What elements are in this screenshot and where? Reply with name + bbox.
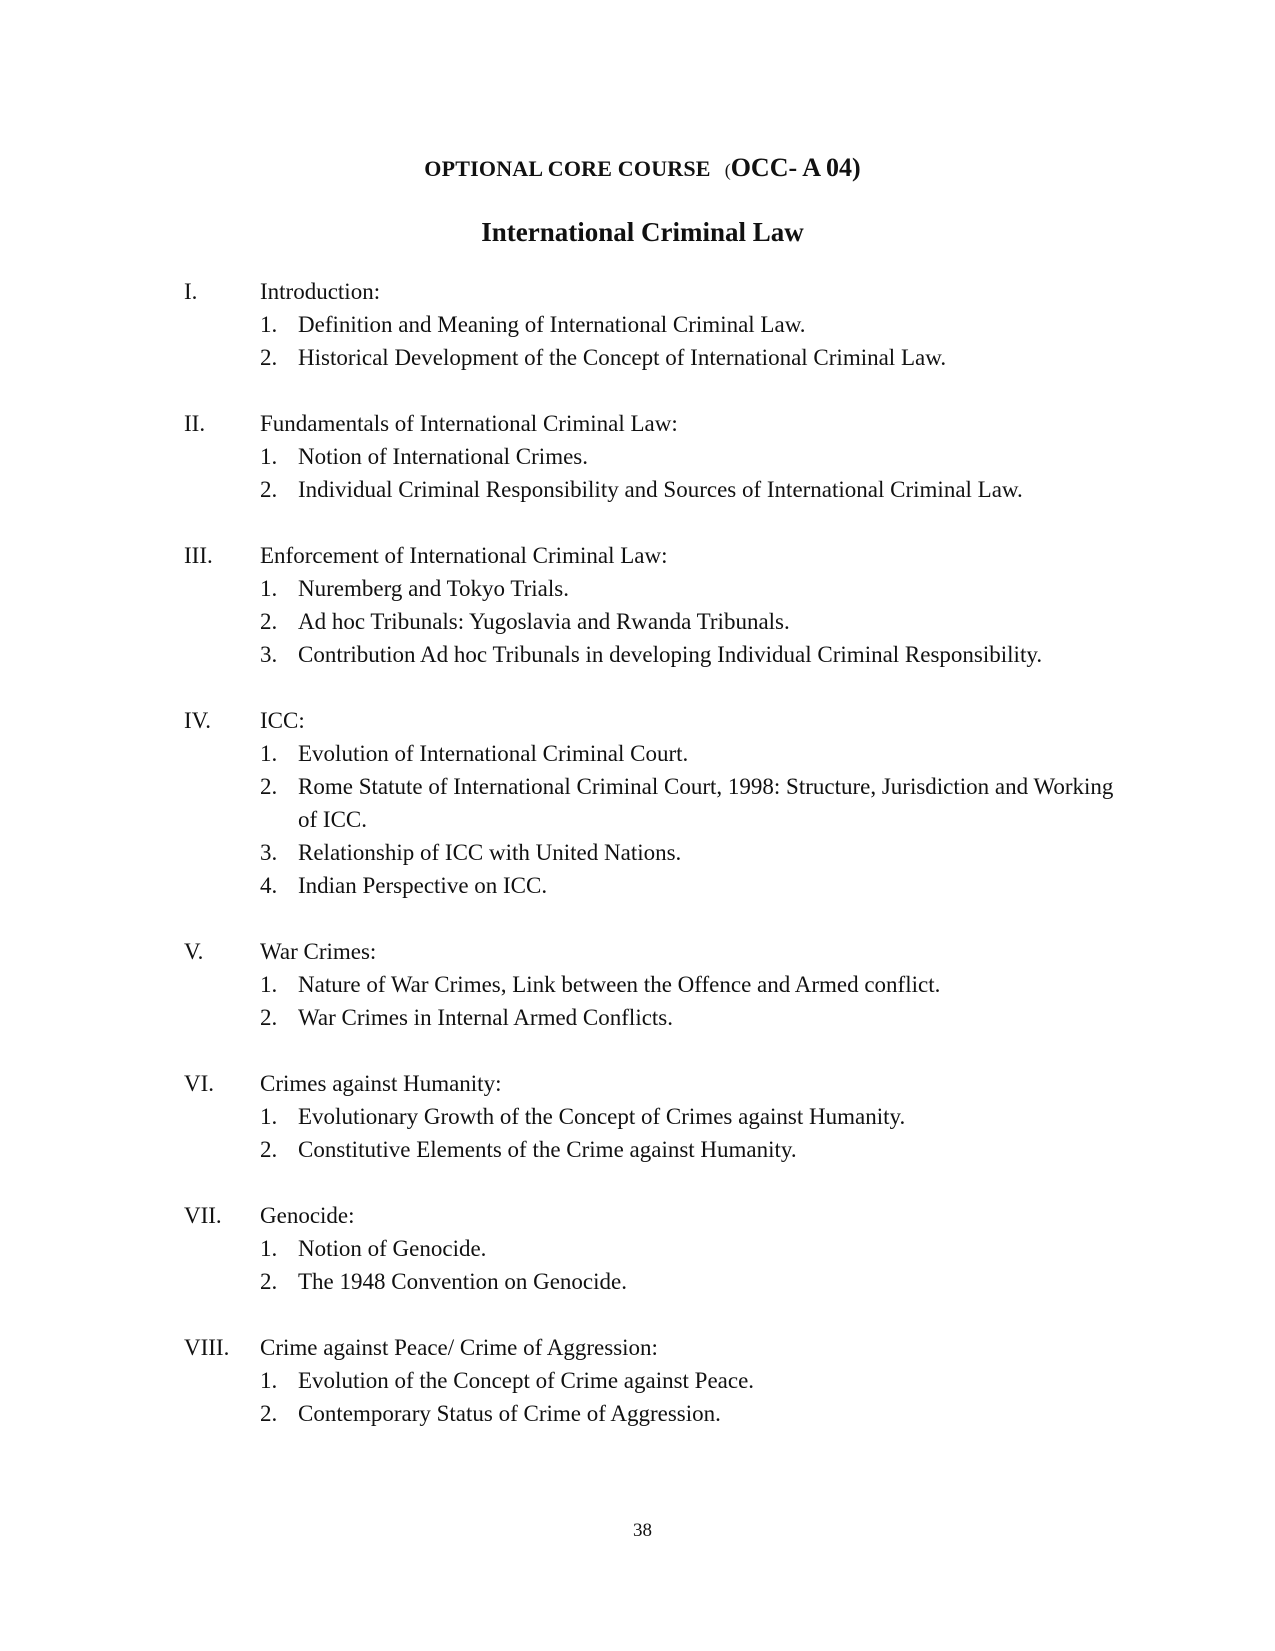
unit-title: ICC: [260, 708, 305, 733]
topic-number: 1. [260, 312, 278, 337]
unit-heading [184, 704, 1114, 737]
topic-number: 4. [260, 873, 278, 898]
unit-title: Introduction: [260, 279, 381, 304]
topic-number: 3. [260, 642, 278, 667]
topic-number: 2. [260, 609, 278, 634]
topic-number: 2. [260, 477, 278, 502]
course-header [0, 148, 1275, 192]
topic-text: Definition and Meaning of International Criminal Law. [298, 312, 806, 337]
unit-numeral: II. [184, 411, 206, 436]
topic-item [260, 869, 1114, 902]
unit-heading [184, 539, 1114, 572]
topic-item [260, 638, 1114, 671]
topic-text: Nature of War Crimes, Link between the Offence and Armed conflict. [298, 972, 941, 997]
unit-heading [184, 275, 1114, 308]
topic-item [260, 1133, 1114, 1166]
topic-text: Individual Criminal Responsibility and Sources of International Criminal Law. [298, 477, 1023, 502]
topic-text: Notion of Genocide. [298, 1236, 487, 1261]
syllabus-unit [184, 1199, 1114, 1298]
topic-item [260, 308, 1114, 341]
unit-numeral: I. [184, 279, 198, 304]
syllabus-unit [184, 704, 1114, 902]
unit-numeral: VII. [184, 1203, 222, 1228]
topic-number: 2. [260, 1401, 278, 1426]
topic-text: Historical Development of the Concept of International Criminal Law. [298, 345, 947, 370]
topic-number: 2. [260, 345, 278, 370]
unit-heading [184, 1067, 1114, 1100]
course-type-label: OPTIONAL CORE COURSE [424, 156, 711, 181]
topic-number: 1. [260, 1236, 278, 1261]
unit-title: Crime against Peace/ Crime of Aggression: [260, 1335, 658, 1360]
topic-number: 2. [260, 1269, 278, 1294]
course-code [725, 153, 861, 182]
topic-text: Evolution of the Concept of Crime against Peace. [298, 1368, 755, 1393]
topic-text: Rome Statute of International Criminal Court, 1998: Structure, Jurisdiction and Working of ICC. [298, 774, 1114, 832]
topic-text: The 1948 Convention on Genocide. [298, 1269, 627, 1294]
topic-item [260, 1397, 1114, 1430]
topic-item [260, 473, 1114, 506]
unit-numeral: IV. [184, 708, 212, 733]
syllabus-units [184, 275, 1114, 1463]
unit-title: Genocide: [260, 1203, 355, 1228]
syllabus-unit [184, 407, 1114, 506]
course-title: International Criminal Law [481, 217, 804, 247]
topic-text: Contribution Ad hoc Tribunals in developing Individual Criminal Responsibility. [298, 642, 1043, 667]
unit-title: Fundamentals of International Criminal Law: [260, 411, 678, 436]
topic-number: 3. [260, 840, 278, 865]
topic-text: Constitutive Elements of the Crime against Humanity. [298, 1137, 797, 1162]
topic-number: 1. [260, 972, 278, 997]
course-code-paren: ( [724, 160, 731, 180]
topic-text: Notion of International Crimes. [298, 444, 588, 469]
unit-title: Enforcement of International Criminal Law: [260, 543, 668, 568]
topic-text: Contemporary Status of Crime of Aggression. [298, 1401, 721, 1426]
topic-item [260, 440, 1114, 473]
unit-heading [184, 1199, 1114, 1232]
unit-numeral: VIII. [184, 1335, 230, 1360]
topic-number: 2. [260, 1005, 278, 1030]
unit-heading [184, 1331, 1114, 1364]
unit-title: Crimes against Humanity: [260, 1071, 502, 1096]
syllabus-unit [184, 1067, 1114, 1166]
unit-heading [184, 935, 1114, 968]
topic-item [260, 836, 1114, 869]
syllabus-unit [184, 275, 1114, 374]
syllabus-unit [184, 1331, 1114, 1430]
topic-text: Indian Perspective on ICC. [298, 873, 548, 898]
topic-text: Nuremberg and Tokyo Trials. [298, 576, 569, 601]
topic-item [260, 1232, 1114, 1265]
topic-text: Relationship of ICC with United Nations. [298, 840, 682, 865]
page-number: 38 [633, 1520, 652, 1541]
topic-text: Evolution of International Criminal Court. [298, 741, 689, 766]
topic-item [260, 737, 1114, 770]
topic-number: 2. [260, 774, 278, 799]
topic-item [260, 968, 1114, 1001]
course-code-text: OCC- A 04) [730, 153, 861, 182]
topic-number: 1. [260, 1368, 278, 1393]
topic-text: Ad hoc Tribunals: Yugoslavia and Rwanda Tribunals. [298, 609, 790, 634]
unit-numeral: III. [184, 543, 213, 568]
topic-number: 2. [260, 1137, 278, 1162]
topic-item [260, 341, 1114, 374]
topic-number: 1. [260, 741, 278, 766]
syllabus-unit [184, 539, 1114, 671]
topic-number: 1. [260, 1104, 278, 1129]
topic-item [260, 572, 1114, 605]
unit-title: War Crimes: [260, 939, 377, 964]
topic-item [260, 1364, 1114, 1397]
topic-text: Evolutionary Growth of the Concept of Crimes against Humanity. [298, 1104, 906, 1129]
unit-numeral: V. [184, 939, 204, 964]
topic-item [260, 605, 1114, 638]
syllabus-unit [184, 935, 1114, 1034]
topic-number: 1. [260, 444, 278, 469]
unit-numeral: VI. [184, 1071, 215, 1096]
topic-text: War Crimes in Internal Armed Conflicts. [298, 1005, 674, 1030]
unit-heading [184, 407, 1114, 440]
topic-item [260, 770, 1114, 836]
topic-item [260, 1100, 1114, 1133]
topic-item [260, 1265, 1114, 1298]
topic-number: 1. [260, 576, 278, 601]
topic-item [260, 1001, 1114, 1034]
